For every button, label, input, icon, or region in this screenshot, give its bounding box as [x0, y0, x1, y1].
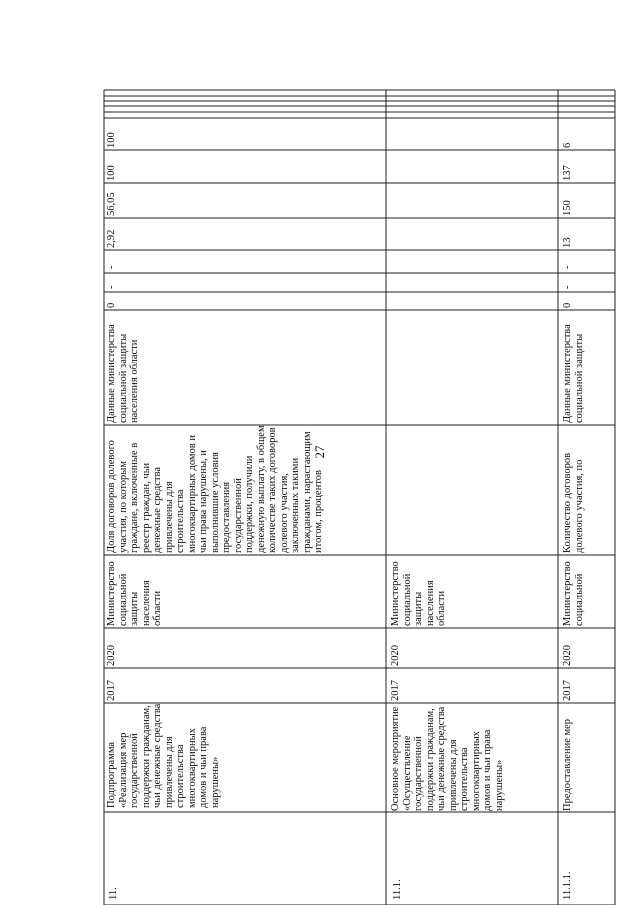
row-11-value-1: 0	[106, 302, 117, 308]
row-11-source: Данные министерства социальной защиты населения области	[106, 324, 140, 423]
row-11-1-num: 11.1.	[392, 879, 403, 900]
row-11-1-1-value-3: -	[562, 265, 573, 269]
row-11-value-3: -	[106, 265, 117, 269]
row-11-1-name: Основное мероприятие «Осуществление государственной поддержки гражданам, чьи денежные средства привлечены для строительства многоквартирных домов и чьи права нарушены»	[390, 706, 505, 811]
row-11-1-1-value-5: 150	[562, 200, 573, 216]
row-11-1-start: 2017	[390, 680, 401, 701]
row-11-1-end: 2020	[390, 645, 401, 666]
row-11-1-1-value-1: 0	[562, 302, 573, 308]
row-11-end: 2020	[106, 645, 117, 666]
row-11-1-1-num: 11.1.1.	[562, 871, 573, 900]
row-11-value-6: 100	[106, 165, 117, 181]
row-11-1-1-value-7: 6	[562, 142, 573, 148]
row-11-start: 2017	[106, 680, 117, 701]
row-11-1-1-value-4: 13	[562, 237, 573, 248]
row-11-1-1-name: Предоставление мер	[562, 718, 573, 811]
row-11-value-7: 100	[106, 132, 117, 148]
row-11-1-executor: Министерство социальной защиты населения области	[390, 561, 447, 626]
row-11-1-1-start: 2017	[562, 680, 573, 701]
row-11-value-5: 56,05	[106, 192, 117, 216]
page-number: 27	[312, 445, 327, 459]
row-11-1-1-indicator: Количество договоров долевого участия, по	[562, 452, 585, 553]
row-11-1-1-value-2: -	[562, 285, 573, 289]
row-11-indicator: Доля договоров долевого участия, по которым граждане, включенные в реестр граждан, чьи денежные средства привлечены для строительства многоквартирных домов и чьи права нарушены, и выполнившие условия предоставления государственной поддержки, получили денежную выплату, в общем количестве таких договоров долевого участия, заключенных такими гражданами, нарастающим итогом, процентов	[106, 425, 324, 553]
row-11-name: Подпрограмма «Реализация мер государственной поддержки гражданам, чьи денежные средства привлечены для строительства многоквартирных домов и чьи права нарушены»	[106, 703, 221, 808]
row-11-1-1-end: 2020	[562, 645, 573, 666]
row-11-value-2: -	[106, 285, 117, 289]
row-11-1-1-value-6: 137	[562, 165, 573, 181]
row-11-value-4: 2,92	[106, 229, 117, 248]
row-11-1-1-executor: Министерство социальной	[562, 561, 585, 626]
row-11-1-1-source: Данные министерства социальной защиты	[562, 324, 585, 423]
row-11-executor: Министерство социальной защиты населения области	[106, 561, 163, 626]
row-11-num: 11.	[108, 887, 119, 900]
